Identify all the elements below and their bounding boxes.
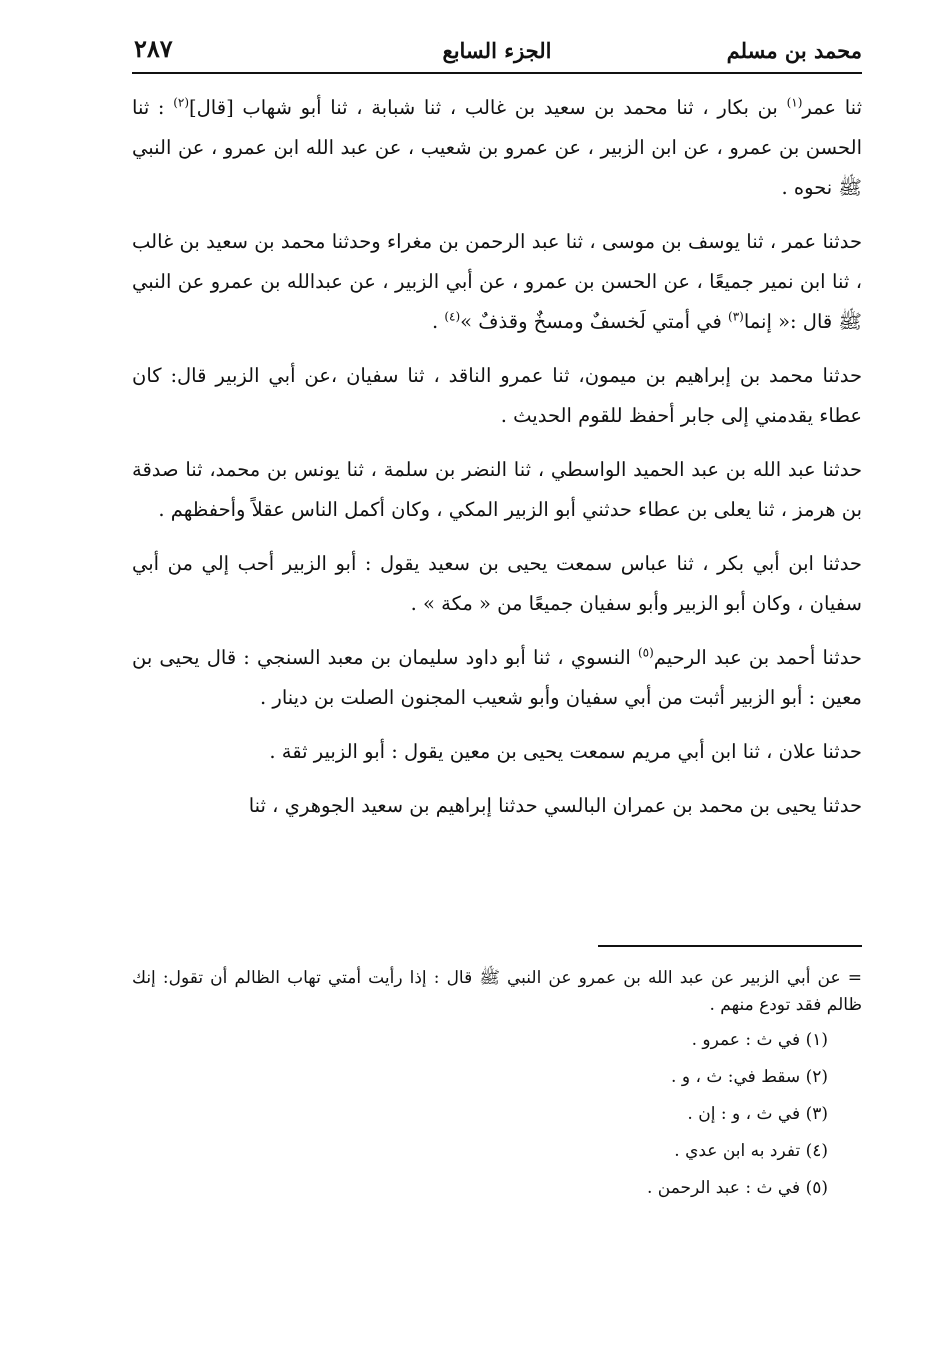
paragraph	[132, 88, 862, 208]
page-number: ٢٨٧	[134, 34, 173, 63]
text-run: حدثنا علان ، ثنا ابن أبي مريم سمعت يحيى بن معين يقول : أبو الزبير ثقة .	[269, 740, 862, 763]
paragraph	[132, 638, 862, 718]
paragraph	[132, 544, 862, 624]
footnote-marker[interactable]: (١)	[786, 95, 803, 110]
text-run: حدثنا ابن أبي بكر ، ثنا عباس سمعت يحيى بن سعيد يقول : أبو الزبير أحب إلي من أبي سفيان ، وكان أبو الزبير وأبو سفيان جميعًا من « مكة » .	[132, 552, 862, 615]
header-volume: الجزء السابع	[442, 38, 552, 63]
footnote-item: (٥) في ث : عبد الرحمن .	[646, 1178, 828, 1198]
text-run: النسوي ، ثنا أبو داود سليمان بن معبد السنجي : قال يحيى بن معين : أبو الزبير أثبت من أبي سفيان وأبو شعيب المجنون الصلت بن دينار .	[132, 646, 862, 709]
footnote-continuation: = عن أبي الزبير عن عبد الله بن عمرو عن النبي ﷺ قال : إذا رأيت أمتي تهاب الظالم أن تقول: إنك ظالم فقد تودع منهم .	[132, 968, 862, 1015]
paragraph	[132, 356, 862, 436]
paragraph	[132, 450, 862, 530]
running-header	[132, 34, 862, 72]
header-divider	[132, 72, 862, 74]
footnote-marker[interactable]: (٣)	[728, 309, 744, 324]
footnote-list	[132, 1027, 862, 1202]
header-author: محمد بن مسلم	[726, 38, 862, 63]
footnote-item: (٤) تفرد به ابن عدي .	[674, 1141, 828, 1161]
footnote-marker[interactable]: (٥)	[637, 645, 654, 660]
text-run: في أمتي لَخسفٌ ومسخٌ وقذفٌ »	[460, 310, 729, 333]
footnote-marker[interactable]: (٤)	[444, 309, 461, 324]
paragraph	[132, 732, 862, 772]
text-run: حدثنا أحمد بن عبد الرحيم	[653, 646, 862, 669]
text-run: حدثنا محمد بن إبراهيم بن ميمون، ثنا عمرو الناقد ، ثنا سفيان ،عن أبي الزبير قال: كان عطاء يقدمني إلى جابر أحفظ للقوم الحديث .	[132, 364, 862, 427]
footnote-item: (١) في ث : عمرو .	[691, 1030, 828, 1050]
text-run: بن بكار ، ثنا محمد بن سعيد بن غالب ، ثنا شبابة ، ثنا أبو شهاب [قال]	[189, 96, 787, 119]
main-text	[132, 88, 862, 840]
paragraph	[132, 222, 862, 342]
text-run: حدثنا يحيى بن محمد بن عمران البالسي حدثنا إبراهيم بن سعيد الجوهري ، ثنا	[248, 794, 862, 817]
text-run: .	[431, 310, 445, 333]
paragraph	[132, 786, 862, 826]
text-run: حدثنا عبد الله بن عبد الحميد الواسطي ، ثنا النضر بن سلمة ، ثنا يونس بن محمد، ثنا صدقة بن هرمز ، ثنا يعلى بن عطاء حدثني أبو الزبير المكي ، وكان أكمل الناس عقلاً وأحفظهم .	[132, 458, 862, 521]
footnote-item: (٢) سقط في: ث ، و .	[671, 1067, 828, 1087]
footnote-divider	[598, 945, 862, 947]
footnotes	[132, 965, 862, 1212]
text-run: ثنا عمر	[802, 96, 862, 119]
footnote-item: (٣) في ث ، و : إن .	[687, 1104, 828, 1124]
text-run: حدثنا عمر ، ثنا يوسف بن موسى ، ثنا عبد الرحمن بن مغراء وحدثنا محمد بن سعيد بن غالب ، ثنا ابن نمير جميعًا ، عن الحسن بن عمرو ، عن أبي الزبير ، عن عبدالله بن عمرو عن النبي ﷺ قال :« إنما	[132, 230, 862, 333]
text-run: : ثنا الحسن بن عمرو ، عن ابن الزبير ، عن عمرو بن شعيب ، عن عبد الله ابن عمرو ، عن النبي ﷺ نحوه .	[132, 96, 862, 199]
footnote-marker[interactable]: (٢)	[173, 95, 190, 110]
